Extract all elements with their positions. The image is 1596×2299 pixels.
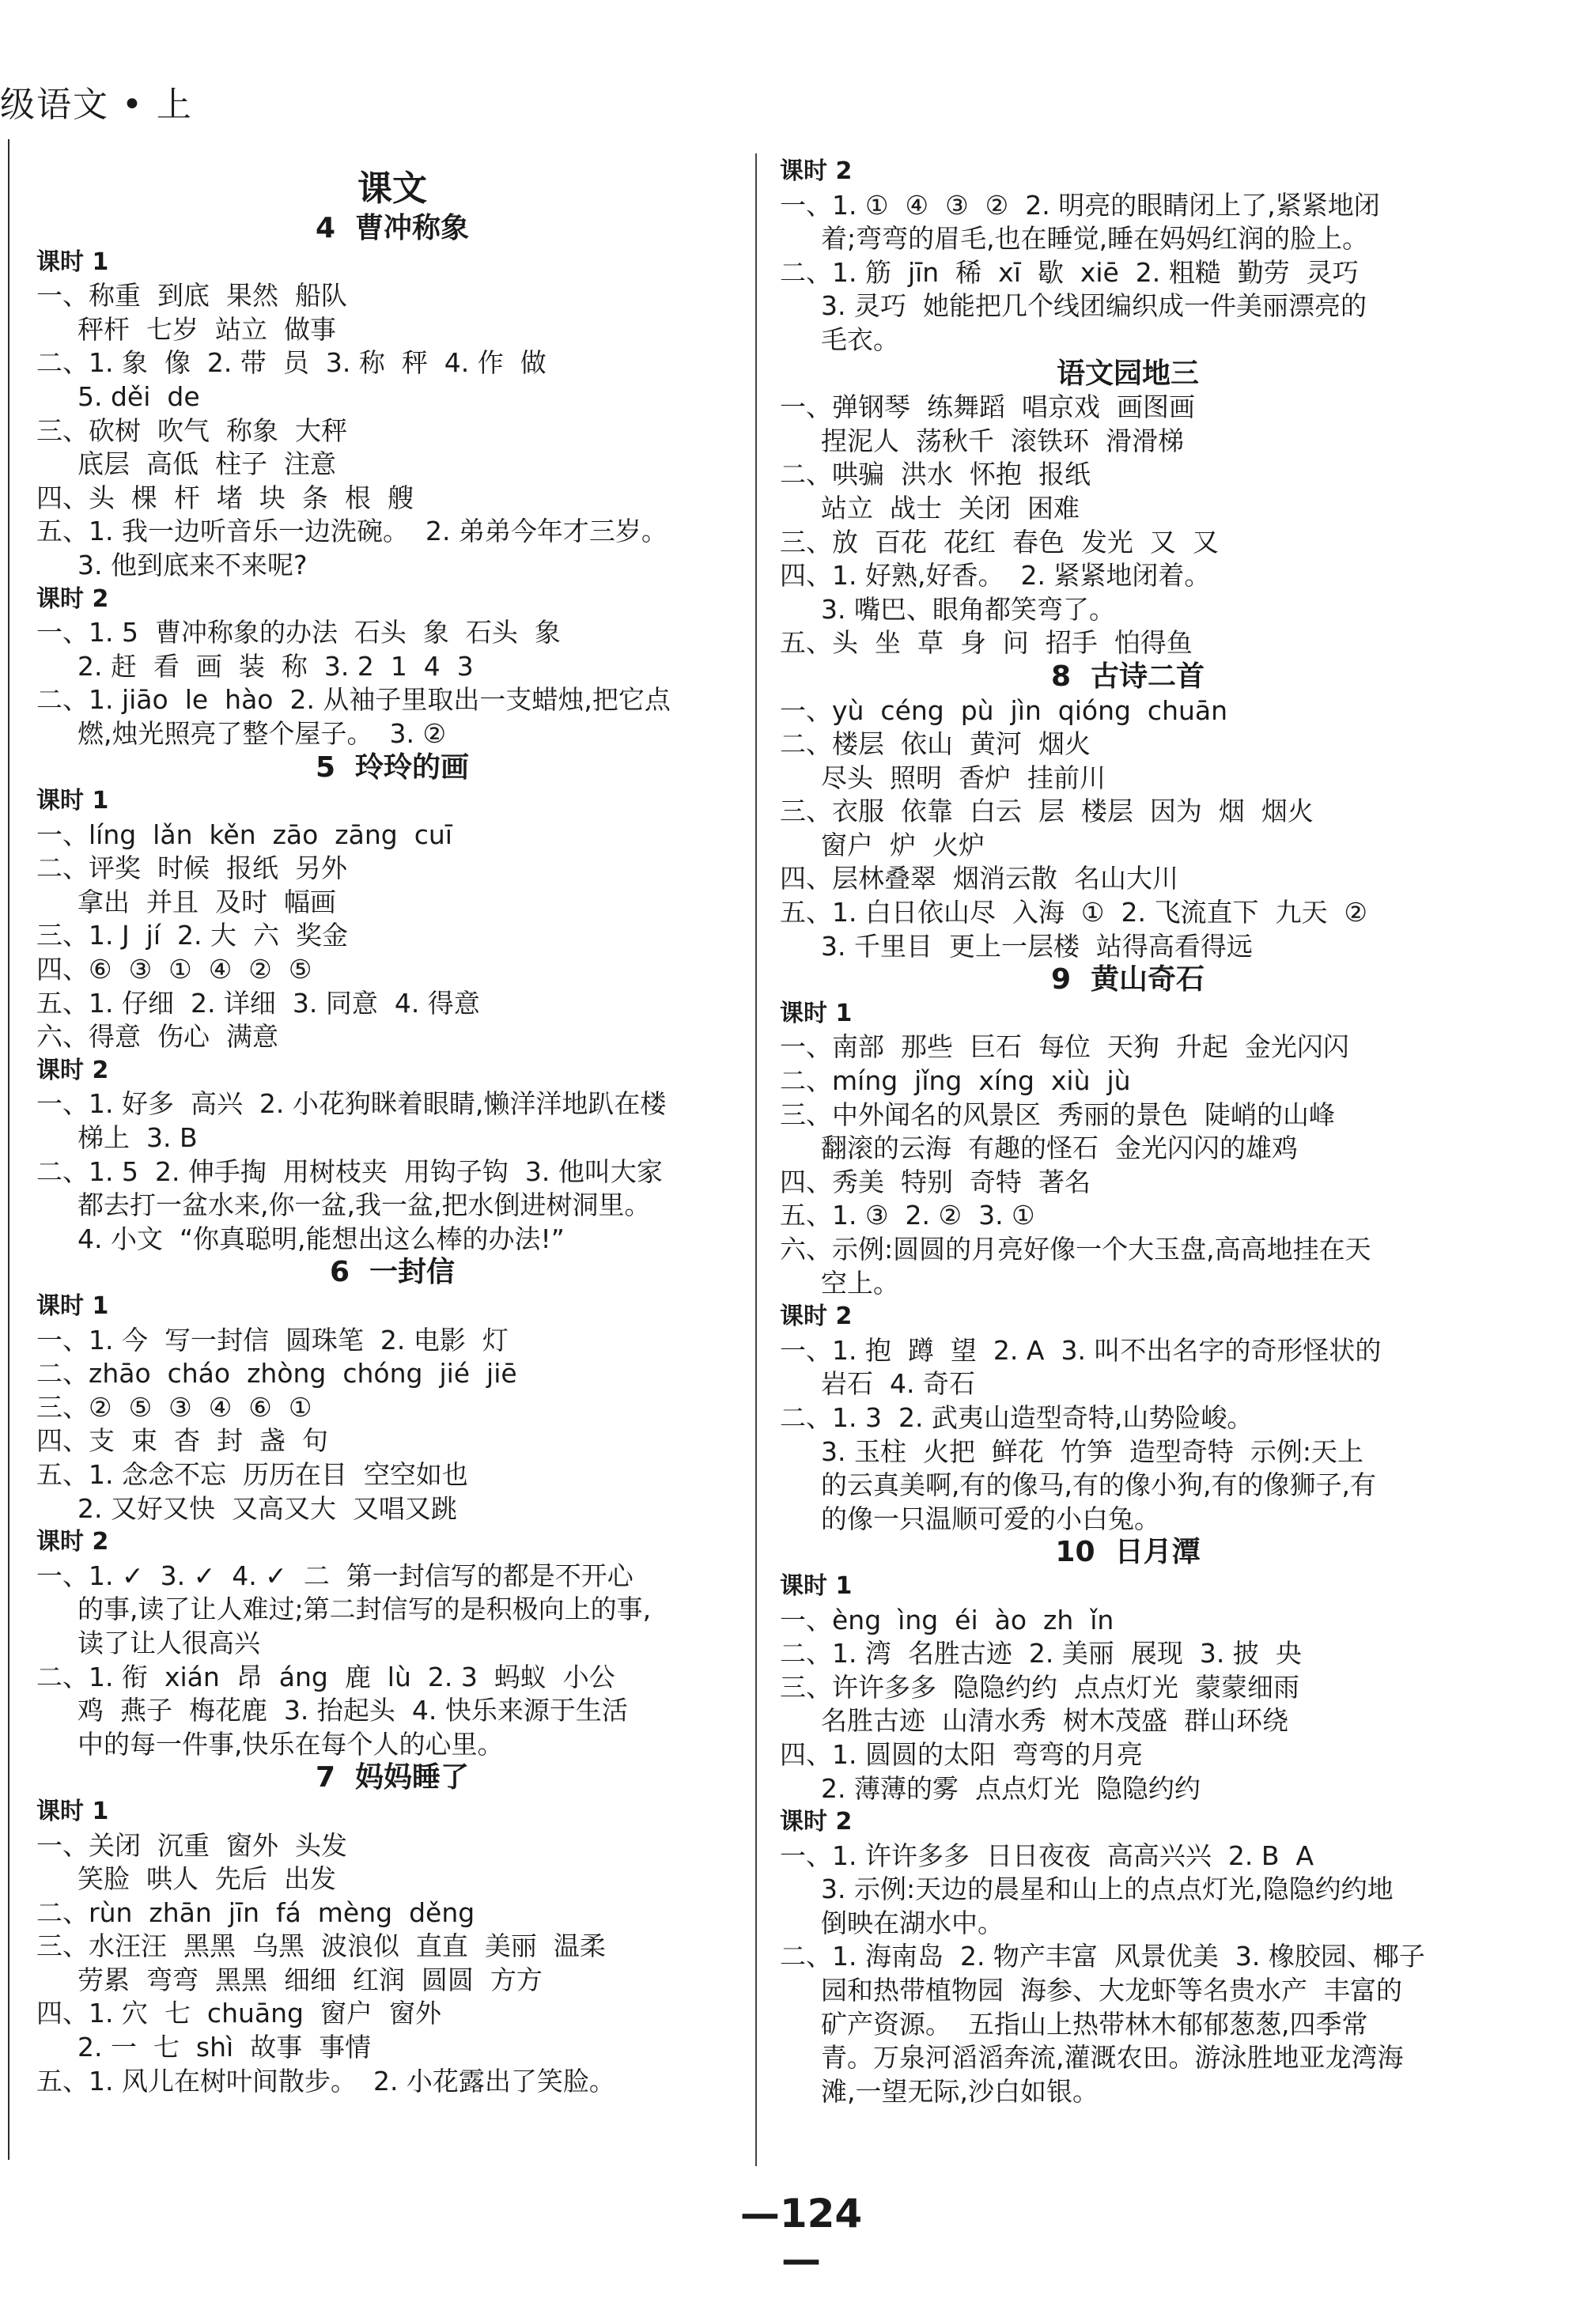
lesson-period-label: 课时 1 (780, 1571, 853, 1600)
answer-line: 四、⑥ ③ ① ④ ② ⑤ (36, 954, 312, 985)
answer-line: 二、1. 象 像 2. 带 员 3. 称 秤 4. 作 做 (36, 347, 546, 379)
answer-line: 二、rùn zhān jīn fá mèng děng (36, 1896, 475, 1928)
answer-line: 六、得意 伤心 满意 (36, 1021, 278, 1053)
answer-line-continued: 5. děi de (78, 380, 200, 412)
answer-line: 一、yù céng pù jìn qióng chuān (780, 694, 1228, 726)
answer-line: 五、1. 白日依山尽 入海 ① 2. 飞流直下 九天 ② (780, 897, 1368, 928)
answer-line-continued: 毛衣。 (821, 323, 899, 355)
lesson-period-label: 课时 1 (36, 787, 109, 815)
answer-line-continued: 鸡 燕子 梅花鹿 3. 抬起头 4. 快乐来源于生活 (78, 1695, 628, 1726)
answer-line: 五、1. 我一边听音乐一边洗碗。 2. 弟弟今年才三岁。 (36, 516, 668, 547)
answer-line-continued: 翻滚的云海 有趣的怪石 金光闪闪的雄鸡 (821, 1132, 1298, 1164)
answer-line-continued: 的云真美啊,有的像马,有的像小狗,有的像狮子,有 (821, 1469, 1376, 1501)
lesson-period-label: 课时 1 (36, 1292, 109, 1320)
answer-line: 三、② ⑤ ③ ④ ⑥ ① (36, 1391, 312, 1423)
left-column (36, 166, 748, 2098)
answer-line: 六、示例:圆圆的月亮好像一个大玉盘,高高地挂在天 (780, 1234, 1371, 1265)
answer-line-continued: 读了让人很高兴 (78, 1627, 260, 1658)
answer-line: 五、1. 风儿在树叶间散步。 2. 小花露出了笑脸。 (36, 2065, 615, 2097)
answer-line: 一、1. 许许多多 日日夜夜 高高兴兴 2. B A (780, 1840, 1314, 1871)
answer-line: 二、评奖 时候 报纸 另外 (36, 853, 347, 884)
section-title: 课文 (357, 168, 427, 209)
answer-line: 二、楼层 依山 黄河 烟火 (780, 728, 1091, 760)
answer-line-continued: 拿出 并且 及时 幅画 (78, 886, 336, 917)
answer-line: 四、秀美 特别 奇特 著名 (780, 1166, 1091, 1197)
answer-line: 四、1. 穴 七 chuāng 窗户 窗外 (36, 1998, 441, 2029)
lesson-period-label: 课时 2 (780, 1303, 853, 1331)
lesson-heading: 10 日月潭 (1055, 1536, 1201, 1569)
answer-line: 一、南部 那些 巨石 每位 天狗 升起 金光闪闪 (780, 1031, 1349, 1063)
answer-line-continued: 捏泥人 荡秋千 滚铁环 滑滑梯 (821, 425, 1184, 456)
answer-line-continued: 2. 薄薄的雾 点点灯光 隐隐约约 (821, 1772, 1201, 1804)
answer-line-continued: 3. 玉柱 火把 鲜花 竹笋 造型奇特 示例:天上 (821, 1435, 1363, 1467)
answer-line-continued: 滩,一望无际,沙白如银。 (821, 2075, 1099, 2107)
answer-line: 二、míng jǐng xíng xiù jù (780, 1065, 1131, 1097)
answer-line-continued: 园和热带植物园 海参、大龙虾等名贵水产 丰富的 (821, 1975, 1402, 2006)
answer-line-continued: 中的每一件事,快乐在每个人的心里。 (78, 1728, 504, 1760)
answer-line-continued: 4. 小文 “你真聪明,能想出这么棒的办法!” (78, 1223, 565, 1254)
right-column (780, 155, 1476, 2108)
page-number: —124— (739, 2191, 863, 2282)
answer-line-continued: 3. 示例:天边的晨星和山上的点点灯光,隐隐约约地 (821, 1874, 1394, 1905)
lesson-heading: 5 玲玲的画 (315, 751, 470, 784)
answer-line-continued: 倒映在湖水中。 (821, 1907, 1004, 1938)
answer-line-continued: 秤杆 七岁 站立 做事 (78, 313, 336, 345)
page-border-rule (8, 139, 9, 2160)
lesson-period-label: 课时 1 (36, 1797, 109, 1825)
answer-line-continued: 燃,烛光照亮了整个屋子。 3. ② (78, 717, 447, 749)
answer-line-continued: 名胜古迹 山清水秀 树木茂盛 群山环绕 (821, 1705, 1288, 1737)
answer-line: 一、èng ìng éi ào zh ǐn (780, 1604, 1114, 1635)
answer-line-continued: 2. 又好又快 又高又大 又唱又跳 (78, 1492, 457, 1524)
answer-line: 二、1. 海南岛 2. 物产丰富 风景优美 3. 橡胶园、椰子 (780, 1941, 1425, 1972)
answer-line: 四、1. 圆圆的太阳 弯弯的月亮 (780, 1738, 1143, 1770)
answer-line: 三、许许多多 隐隐约约 点点灯光 蒙蒙细雨 (780, 1671, 1299, 1703)
answer-line: 四、支 束 杳 封 盏 句 (36, 1425, 328, 1457)
answer-line: 二、1. jiāo le hào 2. 从袖子里取出一支蜡烛,把它点 (36, 684, 671, 716)
answer-line: 四、头 棵 杆 堵 块 条 根 艘 (36, 482, 414, 513)
answer-line: 二、1. 5 2. 伸手掏 用树枝夹 用钩子钩 3. 他叫大家 (36, 1155, 663, 1187)
answer-line: 二、zhāo cháo zhòng chóng jié jiē (36, 1358, 517, 1390)
answer-line: 一、弹钢琴 练舞蹈 唱京戏 画图画 (780, 391, 1195, 423)
answer-line: 二、1. 衔 xián 昂 áng 鹿 lù 2. 3 蚂蚁 小公 (36, 1661, 615, 1692)
answer-line: 一、1. ✓ 3. ✓ 4. ✓ 二 第一封信写的都是不开心 (36, 1560, 633, 1591)
answer-line-continued: 岩石 4. 奇石 (821, 1368, 975, 1400)
answer-line-continued: 矿产资源。 五指山上热带林木郁郁葱葱,四季常 (821, 2008, 1368, 2040)
lesson-heading: 6 一封信 (329, 1256, 456, 1289)
answer-line: 二、1. 筋 jīn 稀 xī 歇 xiē 2. 粗糙 勤劳 灵巧 (780, 256, 1359, 288)
answer-line: 一、1. 抱 蹲 望 2. A 3. 叫不出名字的奇形怪状的 (780, 1334, 1382, 1366)
answer-line: 三、中外闻名的风景区 秀丽的景色 陡峭的山峰 (780, 1098, 1335, 1130)
answer-line: 三、水汪汪 黑黑 乌黑 波浪似 直直 美丽 温柔 (36, 1930, 606, 1962)
answer-line-continued: 3. 千里目 更上一层楼 站得高看得远 (821, 930, 1253, 962)
answer-line-continued: 都去打一盆水来,你一盆,我一盆,把水倒进树洞里。 (78, 1189, 651, 1221)
answer-line-continued: 2. 一 七 shì 故事 事情 (78, 2032, 372, 2063)
answer-line-continued: 2. 赶 看 画 装 称 3. 2 1 4 3 (78, 650, 474, 682)
answer-line-continued: 劳累 弯弯 黑黑 细细 红润 圆圆 方方 (78, 1964, 543, 1995)
answer-line: 五、1. ③ 2. ② 3. ① (780, 1200, 1035, 1231)
answer-line-continued: 空上。 (821, 1267, 899, 1299)
lesson-period-label: 课时 2 (36, 1528, 109, 1556)
answer-line-continued: 3. 嘴巴、眼角都笑弯了。 (821, 593, 1115, 625)
lesson-heading: 8 古诗二首 (1050, 660, 1205, 693)
answer-line-continued: 3. 灵巧 她能把几个线团编织成一件美丽漂亮的 (821, 290, 1367, 322)
answer-line: 一、称重 到底 果然 船队 (36, 280, 347, 312)
answer-line: 二、1. 湾 名胜古迹 2. 美丽 展现 3. 披 央 (780, 1638, 1302, 1669)
answer-line: 二、哄骗 洪水 怀抱 报纸 (780, 459, 1091, 490)
answer-line-continued: 站立 战士 关闭 困难 (821, 492, 1080, 524)
lesson-period-label: 课时 1 (36, 248, 109, 276)
answer-line: 一、1. 5 曹冲称象的办法 石头 象 石头 象 (36, 617, 561, 648)
answer-line: 一、1. ① ④ ③ ② 2. 明亮的眼睛闭上了,紧紧地闭 (780, 189, 1380, 221)
lesson-heading: 语文园地三 (1056, 357, 1199, 390)
answer-line-continued: 着;弯弯的眉毛,也在睡觉,睡在妈妈红润的脸上。 (821, 223, 1369, 255)
lesson-period-label: 课时 2 (780, 1808, 853, 1836)
answer-line: 五、1. 念念不忘 历历在目 空空如也 (36, 1458, 468, 1490)
column-divider (755, 153, 757, 2166)
answer-line: 一、líng lǎn kěn zāo zāng cuī (36, 819, 452, 850)
answer-line: 一、关闭 沉重 窗外 头发 (36, 1829, 347, 1861)
answer-line-continued: 梯上 3. B (78, 1122, 198, 1154)
answer-line-continued: 笑脸 哄人 先后 出发 (78, 1863, 336, 1895)
answer-line: 四、1. 好熟,好香。 2. 紧紧地闭着。 (780, 560, 1211, 592)
answer-line: 三、砍树 吹气 称象 大秤 (36, 414, 347, 446)
answer-line: 二、1. 3 2. 武夷山造型奇特,山势险峻。 (780, 1401, 1254, 1433)
answer-line-continued: 窗户 炉 火炉 (821, 829, 985, 860)
lesson-period-label: 课时 2 (780, 157, 853, 185)
answer-line: 一、1. 今 写一封信 圆珠笔 2. 电影 灯 (36, 1324, 509, 1356)
lesson-period-label: 课时 2 (36, 584, 109, 613)
answer-line: 一、1. 好多 高兴 2. 小花狗眯着眼睛,懒洋洋地趴在楼 (36, 1088, 667, 1120)
answer-line-continued: 的事,读了让人难过;第二封信写的是积极向上的事, (78, 1594, 652, 1625)
answer-line-continued: 3. 他到底来不来呢? (78, 549, 308, 580)
answer-line-continued: 底层 高低 柱子 注意 (78, 448, 336, 480)
answer-line: 三、1. J jí 2. 大 六 奖金 (36, 920, 348, 951)
answer-line: 三、衣服 依靠 白云 层 楼层 因为 烟 烟火 (780, 796, 1314, 827)
lesson-heading: 4 曹冲称象 (315, 212, 470, 244)
running-header: 级语文 • 上 (0, 85, 193, 125)
answer-line: 四、层林叠翠 烟消云散 名山大川 (780, 863, 1178, 894)
lesson-period-label: 课时 1 (780, 999, 853, 1027)
lesson-heading: 9 黄山奇石 (1050, 963, 1205, 996)
lesson-period-label: 课时 2 (36, 1056, 109, 1084)
answer-line: 三、放 百花 花红 春色 发光 又 又 (780, 526, 1219, 558)
lesson-heading: 7 妈妈睡了 (315, 1761, 470, 1794)
answer-line-continued: 青。万泉河滔滔奔流,灌溉农田。游泳胜地亚龙湾海 (821, 2042, 1404, 2074)
answer-line-continued: 尽头 照明 香炉 挂前川 (821, 762, 1106, 793)
answer-line: 五、1. 仔细 2. 详细 3. 同意 4. 得意 (36, 987, 480, 1019)
answer-line: 五、头 坐 草 身 问 招手 怕得鱼 (780, 627, 1193, 659)
answer-line-continued: 的像一只温顺可爱的小白兔。 (821, 1503, 1160, 1534)
